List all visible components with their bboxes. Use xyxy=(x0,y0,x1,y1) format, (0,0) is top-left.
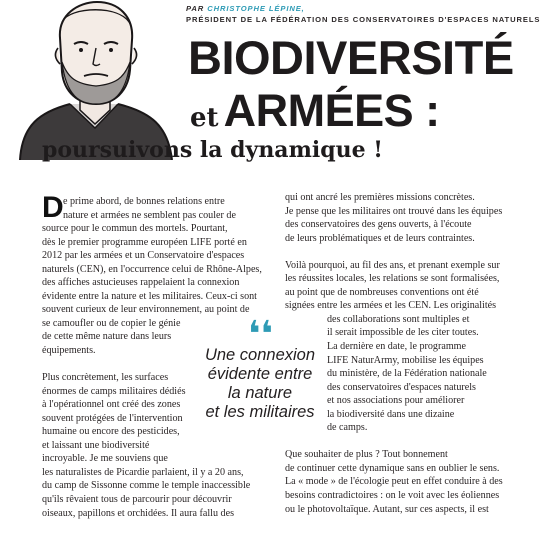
text-line: La dernière en date, le programme xyxy=(327,341,466,353)
text-line: nature et armées ne semblent pas couler de xyxy=(63,209,236,221)
text-line: au point que de nombreuses conventions ont été xyxy=(285,286,479,298)
text-line: LIFE NaturArmy, mobilise les équipes xyxy=(327,354,484,366)
author-name: CHRISTOPHE LÉPINE, xyxy=(207,4,305,13)
text-line: des collaborations sont multiples et xyxy=(327,313,470,325)
text-line: de camps. xyxy=(327,422,368,434)
text-line: qu'ils rêvaient tous de parcourir pour découvrir xyxy=(42,494,232,506)
quote-marks-icon: ❛❛ xyxy=(248,314,273,355)
text-line: Voilà pourquoi, au fil des ans, et prenant exemple sur xyxy=(285,259,500,271)
text-line: les réussites locales, les relations se sont formalisées, xyxy=(285,273,500,285)
text-line: incroyable. Je me souviens que xyxy=(42,453,168,465)
text-line: équipements. xyxy=(42,345,96,357)
text-line: évidente entre la nature et les militaires. Ceux-ci sont xyxy=(42,290,257,302)
text-line: et nos associations pour améliorer xyxy=(327,395,465,407)
text-line: ou le photovoltaïque. Autant, sur ces aspects, il est xyxy=(285,503,489,515)
article-subtitle: poursuivons la dynamique ! xyxy=(42,137,383,163)
text-line: besoins contradictoires : on le voit avec les éoliennes xyxy=(285,490,500,502)
pull-quote-line: et les militaires xyxy=(205,403,315,421)
article-paragraph xyxy=(285,448,510,516)
text-line: souvent protégées de l'intervention xyxy=(42,412,183,424)
author-portrait-illustration xyxy=(0,0,190,160)
title-line-1: BIODIVERSITÉ xyxy=(188,31,514,84)
pull-quote xyxy=(195,346,325,422)
pull-quote-line: Une connexion xyxy=(204,346,316,364)
text-line: la biodiversité dans une dizaine xyxy=(327,408,455,420)
text-line: du ministère, de la Fédération nationale xyxy=(327,368,487,380)
text-line: des conservatoires des gens ouverts, à l'écoute xyxy=(285,219,472,231)
text-line: du camp de Sissonne comme le temple inaccessible xyxy=(42,480,251,492)
text-line: les naturalistes de Picardie parlaient, il y a 20 ans, xyxy=(42,466,244,478)
text-line: et laissant une biodiversité xyxy=(42,439,150,451)
text-line: de leurs problématiques et de leurs contraintes. xyxy=(285,232,475,244)
article-paragraph xyxy=(42,191,262,358)
text-line: e prime abord, de bonnes relations entre xyxy=(63,196,225,207)
text-line: La « mode » de l'écologie peut en effet conduire à des xyxy=(285,476,503,488)
text-line: énormes de camps militaires dédiés xyxy=(42,385,186,397)
pull-quote-line: évidente entre xyxy=(207,365,313,383)
byline xyxy=(186,3,540,25)
text-line: source pour le commun des mortels. Pourtant, xyxy=(42,223,228,235)
text-line: 2012 par les armées et un Conservatoire d'espaces xyxy=(42,250,245,262)
text-line: souvent curieux de leur environnement, au point de xyxy=(42,304,250,316)
drop-cap: D xyxy=(42,191,64,224)
pull-quote-line: la nature xyxy=(227,384,293,402)
author-role: PRÉSIDENT DE LA FÉDÉRATION DES CONSERVATOIRES D'ESPACES NATURELS xyxy=(186,15,541,24)
text-line: dès le premier programme européen LIFE porté en xyxy=(42,236,247,248)
text-line: oiseaux, papillons et orchidées. Il aura fallu des xyxy=(42,507,234,519)
article-paragraph xyxy=(285,191,510,245)
text-line: naturels (CEN), en l'occurrence celui de Rhône-Alpes, xyxy=(42,263,262,275)
text-line: qui ont ancré les premières missions concrètes. xyxy=(285,192,475,203)
text-line: il serait impossible de les citer toutes. xyxy=(327,327,479,339)
title-armees: ARMÉES : xyxy=(223,85,440,136)
text-line: à l'opérationnel ont créé des zones xyxy=(42,399,181,411)
text-line: signées entre les armées et les CEN. Les originalités xyxy=(285,300,497,312)
text-line: Que souhaiter de plus ? Tout bonnement xyxy=(285,449,448,461)
text-line: des conservatoires d'espaces naturels xyxy=(327,381,476,393)
byline-prefix: PAR xyxy=(186,4,205,13)
text-line: des affiches astucieuses rappelaient la connexion xyxy=(42,277,240,289)
text-line: Je pense que les militaires ont trouvé dans les équipes xyxy=(285,205,503,217)
text-line: de cette même nature dans leurs xyxy=(42,331,172,343)
text-line: Plus concrètement, les surfaces xyxy=(42,372,169,384)
text-line: humaine ou encore des pesticides, xyxy=(42,426,180,438)
title-et: et xyxy=(190,103,219,133)
text-line: de continuer cette dynamique sans en oublier le sens. xyxy=(285,462,500,474)
text-line: se camoufler ou de copier le génie xyxy=(42,317,181,329)
